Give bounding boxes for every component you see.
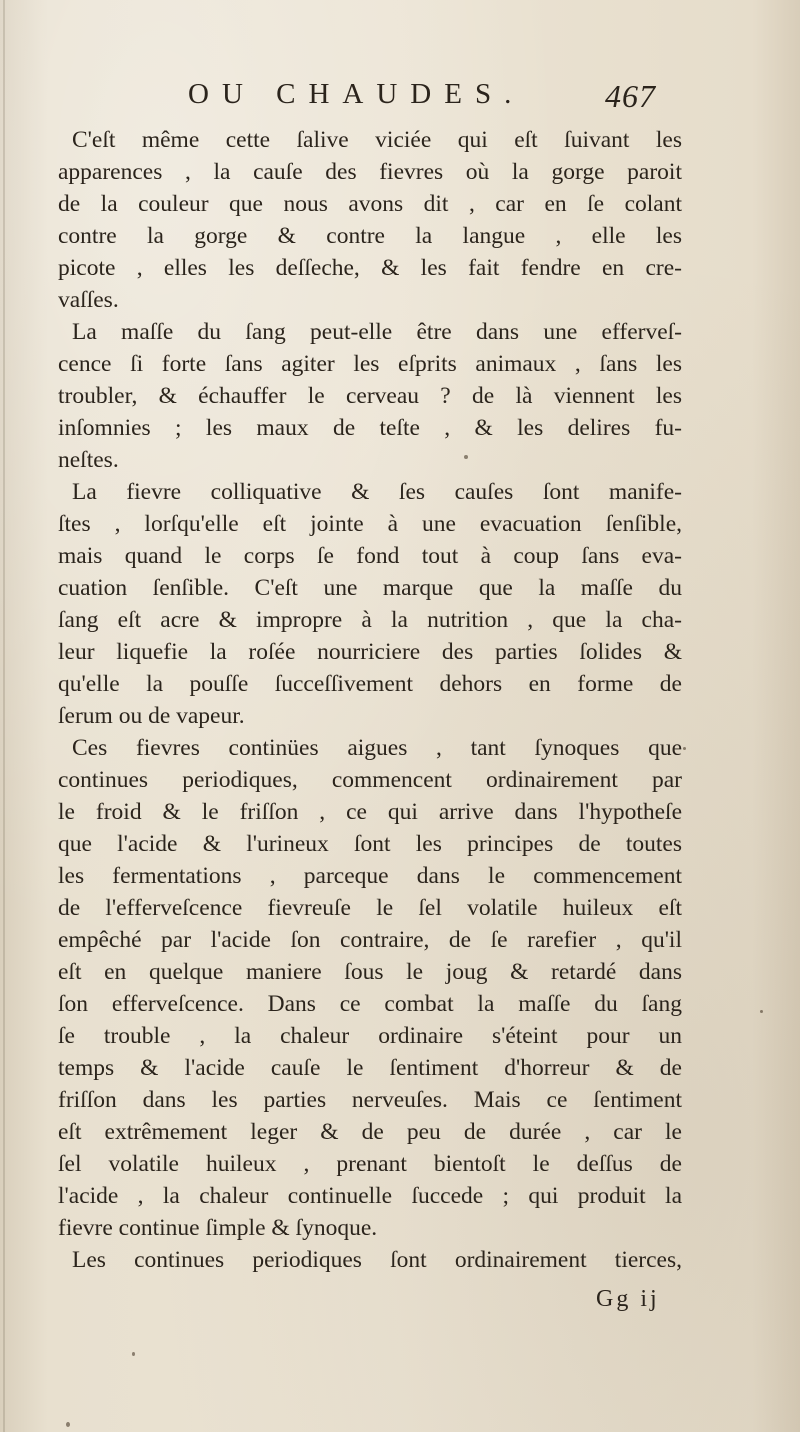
text-line: ſerum ou de vapeur. — [58, 703, 245, 729]
text-line: cence ſi forte ſans agiter les eſprits animaux , ſans les — [58, 351, 682, 377]
text-line: que l'acide & l'urineux ſont les principes de toutes — [58, 831, 682, 857]
text-line: contre la gorge & contre la langue , elle les — [58, 223, 682, 249]
ink-speck — [760, 1010, 763, 1013]
text-line: eſt en quelque maniere ſous le joug & retardé dans — [58, 959, 682, 985]
signature-mark: Gg ij — [596, 1286, 660, 1312]
text-line: neſtes. — [58, 447, 119, 473]
text-line: qu'elle la pouſſe ſucceſſivement dehors en forme de — [58, 671, 682, 697]
text-line: La maſſe du ſang peut-elle être dans une efferveſ- — [72, 319, 682, 345]
text-line: inſomnies ; les maux de teſte , & les delires fu- — [58, 415, 682, 441]
text-line: C'eſt même cette ſalive viciée qui eſt ſuivant les — [72, 127, 682, 153]
text-line: eſt extrêmement leger & de peu de durée , car le — [58, 1119, 682, 1145]
text-line: ſang eſt acre & impropre à la nutrition , que la cha- — [58, 607, 682, 633]
ink-speck — [683, 747, 686, 750]
text-line: cuation ſenſible. C'eſt une marque que la maſſe du — [58, 575, 682, 601]
text-line: mais quand le corps ſe fond tout à coup ſans eva- — [58, 543, 682, 569]
text-line: picote , elles les deſſeche, & les fait fendre en cre- — [58, 255, 682, 281]
text-line: continues periodiques, commencent ordinairement par — [58, 767, 682, 793]
ink-speck — [464, 455, 468, 459]
text-line: fievre continue ſimple & ſynoque. — [58, 1215, 378, 1241]
text-line: troubler, & échauffer le cerveau ? de là viennent les — [58, 383, 682, 409]
text-line: Ces fievres continües aigues , tant ſynoques que — [72, 735, 682, 761]
text-line: Les continues periodiques ſont ordinairement tierces, — [72, 1247, 682, 1273]
ink-speck — [132, 1352, 135, 1356]
running-header — [0, 78, 800, 122]
text-line: ſel volatile huileux , prenant bientoſt le deſſus de — [58, 1151, 682, 1177]
page-number: 467 — [605, 78, 656, 114]
text-line: empêché par l'acide ſon contraire, de ſe rarefier , qu'il — [58, 927, 682, 953]
text-line: apparences , la cauſe des fievres où la gorge paroit — [58, 159, 682, 185]
text-line: le froid & le friſſon , ce qui arrive dans l'hypotheſe — [58, 799, 682, 825]
text-line: de l'efferveſcence fievreuſe le ſel volatile huileux eſt — [58, 895, 682, 921]
running-title: OU CHAUDES. — [188, 78, 525, 110]
page-edge-shadow — [3, 0, 5, 1432]
text-line: l'acide , la chaleur continuelle ſuccede ; qui produit la — [58, 1183, 682, 1209]
text-line: leur liquefie la roſée nourriciere des parties ſolides & — [58, 639, 682, 665]
text-line: les fermentations , parceque dans le commencement — [58, 863, 682, 889]
ink-speck — [66, 1422, 70, 1427]
text-line: friſſon dans les parties nerveuſes. Mais ce ſentiment — [58, 1087, 682, 1113]
text-line: temps & l'acide cauſe le ſentiment d'horreur & de — [58, 1055, 682, 1081]
text-line: ſtes , lorſqu'elle eſt jointe à une evacuation ſenſible, — [58, 511, 682, 537]
text-line: La fievre colliquative & ſes cauſes ſont manife- — [72, 479, 682, 505]
body-text — [58, 124, 682, 1276]
text-line: vaſſes. — [58, 287, 119, 313]
text-line: ſe trouble , la chaleur ordinaire s'éteint pour un — [58, 1023, 682, 1049]
text-line: ſon efferveſcence. Dans ce combat la maſſe du ſang — [58, 991, 682, 1017]
text-line: de la couleur que nous avons dit , car en ſe colant — [58, 191, 682, 217]
